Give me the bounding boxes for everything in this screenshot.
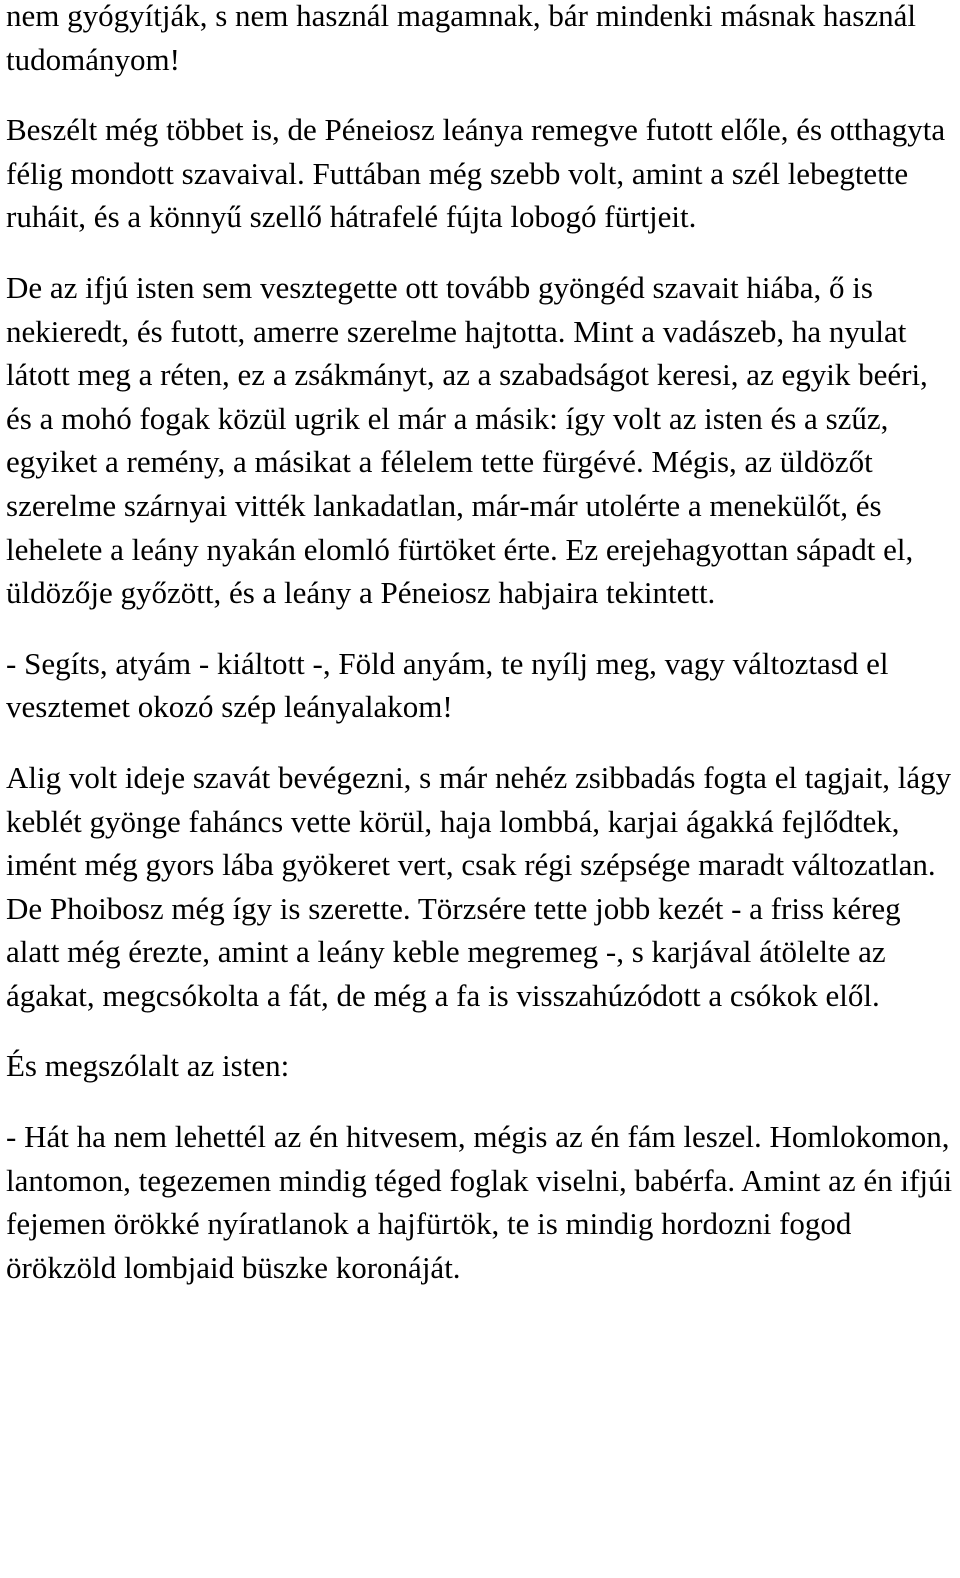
paragraph-4: - Segíts, atyám - kiáltott -, Föld anyám, te nyílj meg, vagy változtasd el vesztemet okozó szép leányalakom! — [6, 645, 889, 725]
paragraph-1: nem gyógyítják, s nem használ magamnak, bár mindenki másnak használ tudományom! — [6, 0, 916, 77]
paragraph-7: - Hát ha nem lehettél az én hitvesem, mégis az én fám leszel. Homlokomon, lantomon, tegezemen mindig téged foglak viselni, babérfa. Amint az én ifjúi fejemen örökké nyíratlanok a hajfürtök, te is mindig hordozni fogod örökzöld lombjaid büszke koronáját. — [6, 1119, 953, 1285]
paragraph-2: Beszélt még többet is, de Péneiosz leánya remegve futott előle, és otthagyta félig mondott szavaival. Futtában még szebb volt, amint a szél lebegtette ruháit, és a könnyű szellő hátrafelé fújta lobogó fürtjeit. — [6, 112, 946, 235]
paragraph-5: Alig volt ideje szavát bevégezni, s már nehéz zsibbadás fogta el tagjait, lágy keblét gyönge faháncs vette körül, haja lombbá, karjai ágakká fejlődtek, imént még gyors lába gyökeret vert, csak régi szépsége maradt változatlan. De Phoibosz még így is szerette. Törzsére tette jobb kezét - a friss kéreg alatt még érezte, amint a leány keble megremeg -, s karjával átölelte az ágakat, megcsókolta a fát, de még a fa is visszahúzódott a csókok elől. — [6, 759, 952, 1013]
paragraph-3: De az ifjú isten sem vesztegette ott tovább gyöngéd szavait hiába, ő is nekieredt, és futott, amerre szerelme hajtotta. Mint a vadászeb, ha nyulat látott meg a réten, ez a zsákmányt, az a szabadságot keresi, az egyik beéri, és a mohó fogak közül ugrik el már a másik: így volt az isten és a szűz, egyiket a remény, a másikat a félelem tette fürgévé. Mégis, az üldözőt szerelme szárnyai vitték lankadatlan, már-már utolérte a menekülőt, és lehelete a leány nyakán elomló fürtöket érte. Ez erejehagyottan sápadt el, üldözője győzött, és a leány a Péneiosz habjaira tekintett. — [6, 269, 928, 611]
paragraph-6: És megszólalt az isten: — [6, 1048, 290, 1084]
